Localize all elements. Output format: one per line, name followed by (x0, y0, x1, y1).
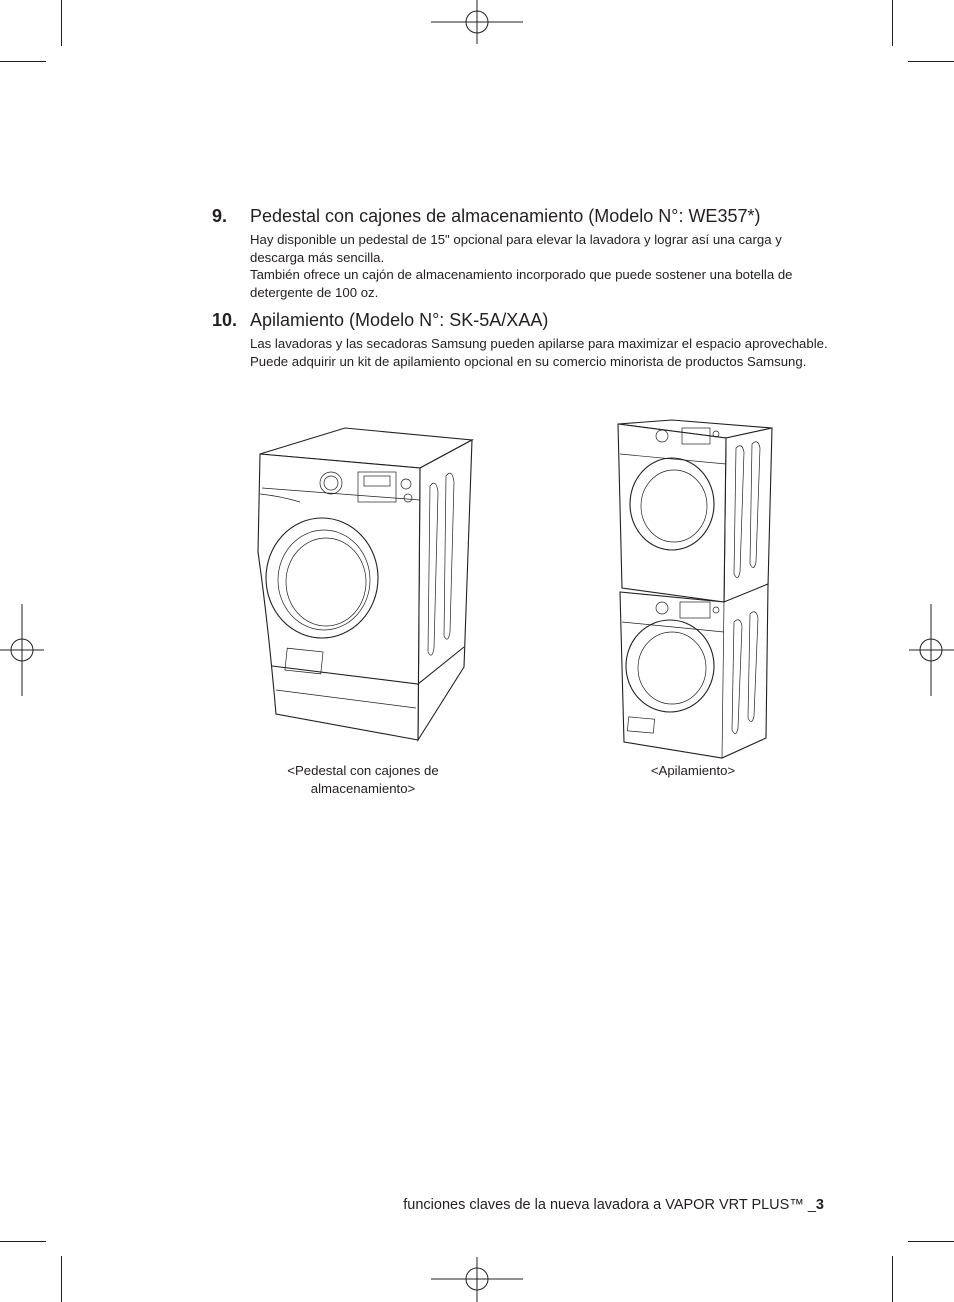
paragraph: Las lavadoras y las secadoras Samsung pueden apilarse para maximizar el espacio aprovechable. Puede adquirir un kit de apilamiento opcional en su comercio minorista de productos Samsung. (250, 336, 828, 369)
section-title: Apilamiento (Modelo N°: SK-5A/XAA) (250, 310, 549, 330)
footer-text: funciones claves de la nueva lavadora a VAPOR VRT PLUS™ _ (403, 1197, 816, 1213)
page-footer (403, 1197, 824, 1213)
figure-caption: <Pedestal con cajones de almacenamiento> (287, 763, 439, 796)
washer-on-pedestal-illustration (250, 422, 480, 757)
section-number: 9. (212, 206, 228, 226)
section-pedestal (212, 205, 832, 301)
stacked-washer-dryer-illustration (612, 416, 777, 761)
section-stacking (212, 309, 832, 370)
paragraph: También ofrece un cajón de almacenamiento incorporado que puede sostener una botella de detergente de 100 oz. (250, 267, 793, 300)
figure-caption: <Apilamiento> (650, 763, 736, 778)
section-body (250, 231, 832, 301)
paragraph: Hay disponible un pedestal de 15" opcional para elevar la lavadora y lograr así una carga y descarga más sencilla. (250, 232, 782, 265)
section-title: Pedestal con cajones de almacenamiento (Modelo N°: WE357*) (250, 206, 761, 226)
section-number: 10. (212, 310, 238, 330)
page-number: 3 (815, 1197, 824, 1213)
section-body (250, 335, 832, 370)
section-heading (212, 205, 832, 227)
section-heading (212, 309, 832, 331)
